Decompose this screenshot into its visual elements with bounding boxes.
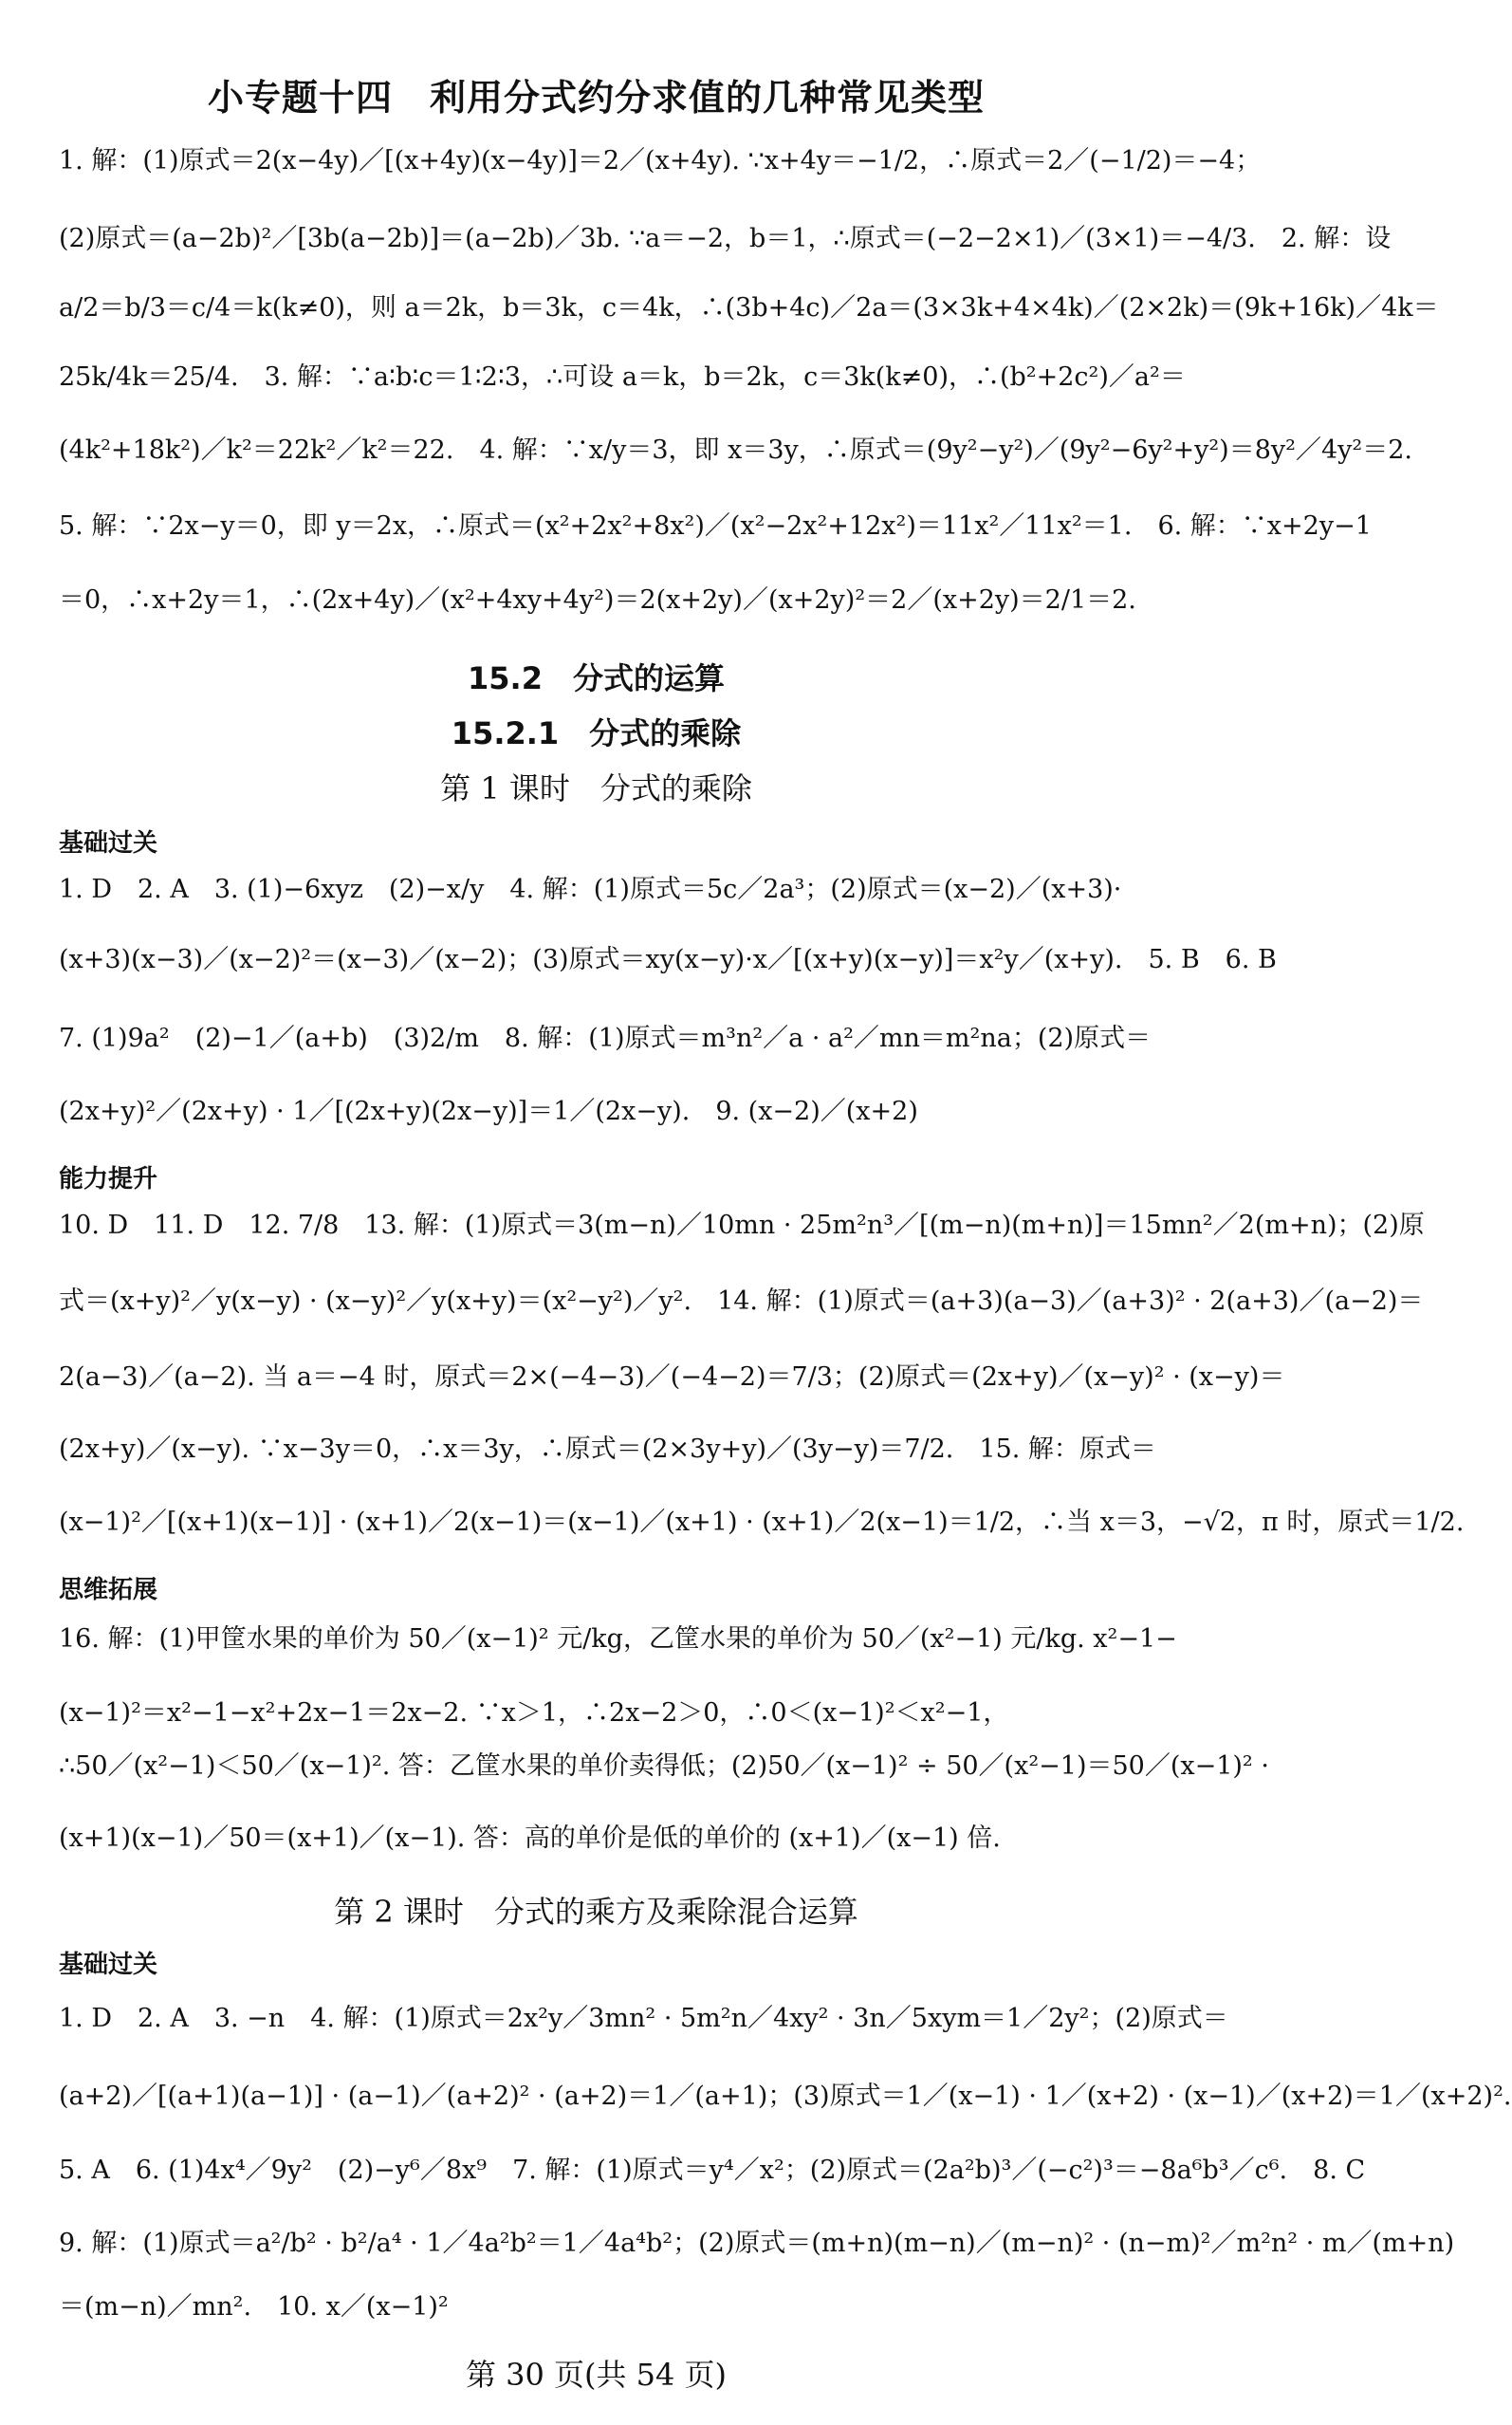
answer-line: 9. 解：(1)原式＝a²/b² · b²/a⁴ · 1／4a²b²＝1／4a⁴b²；(2)原式＝(m+n)(m−n)／(m−n)² · (n−m)²／m²n² · m／(m+n) bbox=[59, 2229, 1455, 2258]
topic-line: 25k/4k＝25/4. 3. 解：∵a∶b∶c＝1∶2∶3，∴可设 a＝k，b＝2k，c＝3k(k≠0)，∴(b²+2c²)／a²＝ bbox=[59, 362, 1186, 392]
topic-line: 5. 解：∵2x−y＝0，即 y＝2x，∴原式＝(x²+2x²+8x²)／(x²−2x²+12x²)＝11x²／11x²＝1. 6. 解：∵x+2y−1 bbox=[59, 511, 1372, 541]
page-footer: 第 30 页(共 54 页) bbox=[465, 2357, 728, 2393]
topic-line: 1. 解：(1)原式＝2(x−4y)／[(x+4y)(x−4y)]＝2／(x+4y). ∵x+4y＝−1/2，∴原式＝2／(−1/2)＝−4； bbox=[59, 146, 1262, 176]
lesson2-basic-label: 基础过关 bbox=[59, 1951, 158, 1979]
lesson1-title: 第 1 课时 分式的乘除 bbox=[440, 770, 752, 806]
answer-line: 7. (1)9a² (2)−1／(a+b) (3)2/m 8. 解：(1)原式＝m³n²／a · a²／mn＝m²na；(2)原式＝ bbox=[59, 1024, 1152, 1053]
topic-line: ＝0，∴x+2y＝1，∴(2x+4y)／(x²+4xy+4y²)＝2(x+2y)／(x+2y)²＝2／(x+2y)＝2/1＝2. bbox=[59, 585, 1136, 615]
answer-line: 16. 解：(1)甲筐水果的单价为 50／(x−1)² 元/kg，乙筐水果的单价为 50／(x²−1) 元/kg. x²−1− bbox=[59, 1624, 1177, 1654]
section-title: 15.2 分式的运算 bbox=[468, 660, 725, 696]
lesson1-ability-label: 能力提升 bbox=[59, 1165, 158, 1194]
answer-line: 5. A 6. (1)4x⁴／9y² (2)−y⁶／8x⁹ 7. 解：(1)原式＝y⁴／x²；(2)原式＝(2a²b)³／(−c²)³＝−8a⁶b³／c⁶. 8. C bbox=[59, 2156, 1366, 2185]
answer-line: 式＝(x+y)²／y(x−y) · (x−y)²／y(x+y)＝(x²−y²)／y². 14. 解：(1)原式＝(a+3)(a−3)／(a+3)² · 2(a+3)／(a−2)＝ bbox=[59, 1287, 1424, 1316]
answer-line: (2x+y)²／(2x+y) · 1／[(2x+y)(2x−y)]＝1／(2x−y). 9. (x−2)／(x+2) bbox=[59, 1097, 918, 1126]
answer-line: ∴50／(x²−1)＜50／(x−1)². 答：乙筐水果的单价卖得低；(2)50／(x−1)² ÷ 50／(x²−1)＝50／(x−1)² · bbox=[59, 1751, 1269, 1781]
lesson2-title: 第 2 课时 分式的乘方及乘除混合运算 bbox=[334, 1894, 858, 1930]
answer-line: (x+3)(x−3)／(x−2)²＝(x−3)／(x−2)；(3)原式＝xy(x−y)·x／[(x+y)(x−y)]＝x²y／(x+y). 5. B 6. B bbox=[59, 945, 1277, 974]
answer-line: 2(a−3)／(a−2). 当 a＝−4 时，原式＝2×(−4−3)／(−4−2)＝7/3；(2)原式＝(2x+y)／(x−y)² · (x−y)＝ bbox=[59, 1362, 1285, 1392]
answer-line: (x+1)(x−1)／50＝(x+1)／(x−1). 答：高的单价是低的单价的 (x+1)／(x−1) 倍. bbox=[59, 1823, 1001, 1853]
lesson1-extend-label: 思维拓展 bbox=[59, 1576, 158, 1604]
subsection-title: 15.2.1 分式的乘除 bbox=[451, 715, 742, 751]
topic-line: (4k²+18k²)／k²＝22k²／k²＝22. 4. 解：∵x/y＝3，即 x＝3y，∴原式＝(9y²−y²)／(9y²−6y²+y²)＝8y²／4y²＝2. bbox=[59, 435, 1412, 465]
topic-line: (2)原式＝(a−2b)²／[3b(a−2b)]＝(a−2b)／3b. ∵a＝−2，b＝1，∴原式＝(−2−2×1)／(3×1)＝−4/3. 2. 解：设 bbox=[59, 224, 1392, 253]
answer-line: (x−1)²＝x²−1−x²+2x−1＝2x−2. ∵x＞1，∴2x−2＞0，∴0＜(x−1)²＜x²−1， bbox=[59, 1698, 1009, 1728]
answer-line: (x−1)²／[(x+1)(x−1)] · (x+1)／2(x−1)＝(x−1)／(x+1) · (x+1)／2(x−1)＝1/2，∴当 x＝3，−√2，π 时，原式＝1/2. bbox=[59, 1508, 1465, 1537]
answer-line: ＝(m−n)／mn². 10. x／(x−1)² bbox=[59, 2292, 449, 2322]
topic-heading: 小专题十四 利用分式约分求值的几种常见类型 bbox=[207, 77, 985, 119]
lesson1-basic-label: 基础过关 bbox=[59, 829, 158, 858]
topic-line: a/2＝b/3＝c/4＝k(k≠0)，则 a＝2k，b＝3k，c＝4k，∴(3b+4c)／2a＝(3×3k+4×4k)／(2×2k)＝(9k+16k)／4k＝ bbox=[59, 293, 1439, 323]
answer-line: (2x+y)／(x−y). ∵x−3y＝0，∴x＝3y，∴原式＝(2×3y+y)／(3y−y)＝7/2. 15. 解：原式＝ bbox=[59, 1435, 1156, 1464]
answer-line: 10. D 11. D 12. 7/8 13. 解：(1)原式＝3(m−n)／10mn · 25m²n³／[(m−n)(m+n)]＝15mn²／2(m+n)；(2)原 bbox=[59, 1211, 1425, 1240]
answer-line: 1. D 2. A 3. −n 4. 解：(1)原式＝2x²y／3mn² · 5m²n／4xy² · 3n／5xym＝1／2y²；(2)原式＝ bbox=[59, 2004, 1228, 2033]
answer-line: 1. D 2. A 3. (1)−6xyz (2)−x/y 4. 解：(1)原式＝5c／2a³；(2)原式＝(x−2)／(x+3)· bbox=[59, 875, 1122, 904]
answer-line: (a+2)／[(a+1)(a−1)] · (a−1)／(a+2)² · (a+2)＝1／(a+1)；(3)原式＝1／(x−1) · 1／(x+2) · (x−1)／(x+2)＝1／(x+2)². bbox=[59, 2082, 1512, 2111]
